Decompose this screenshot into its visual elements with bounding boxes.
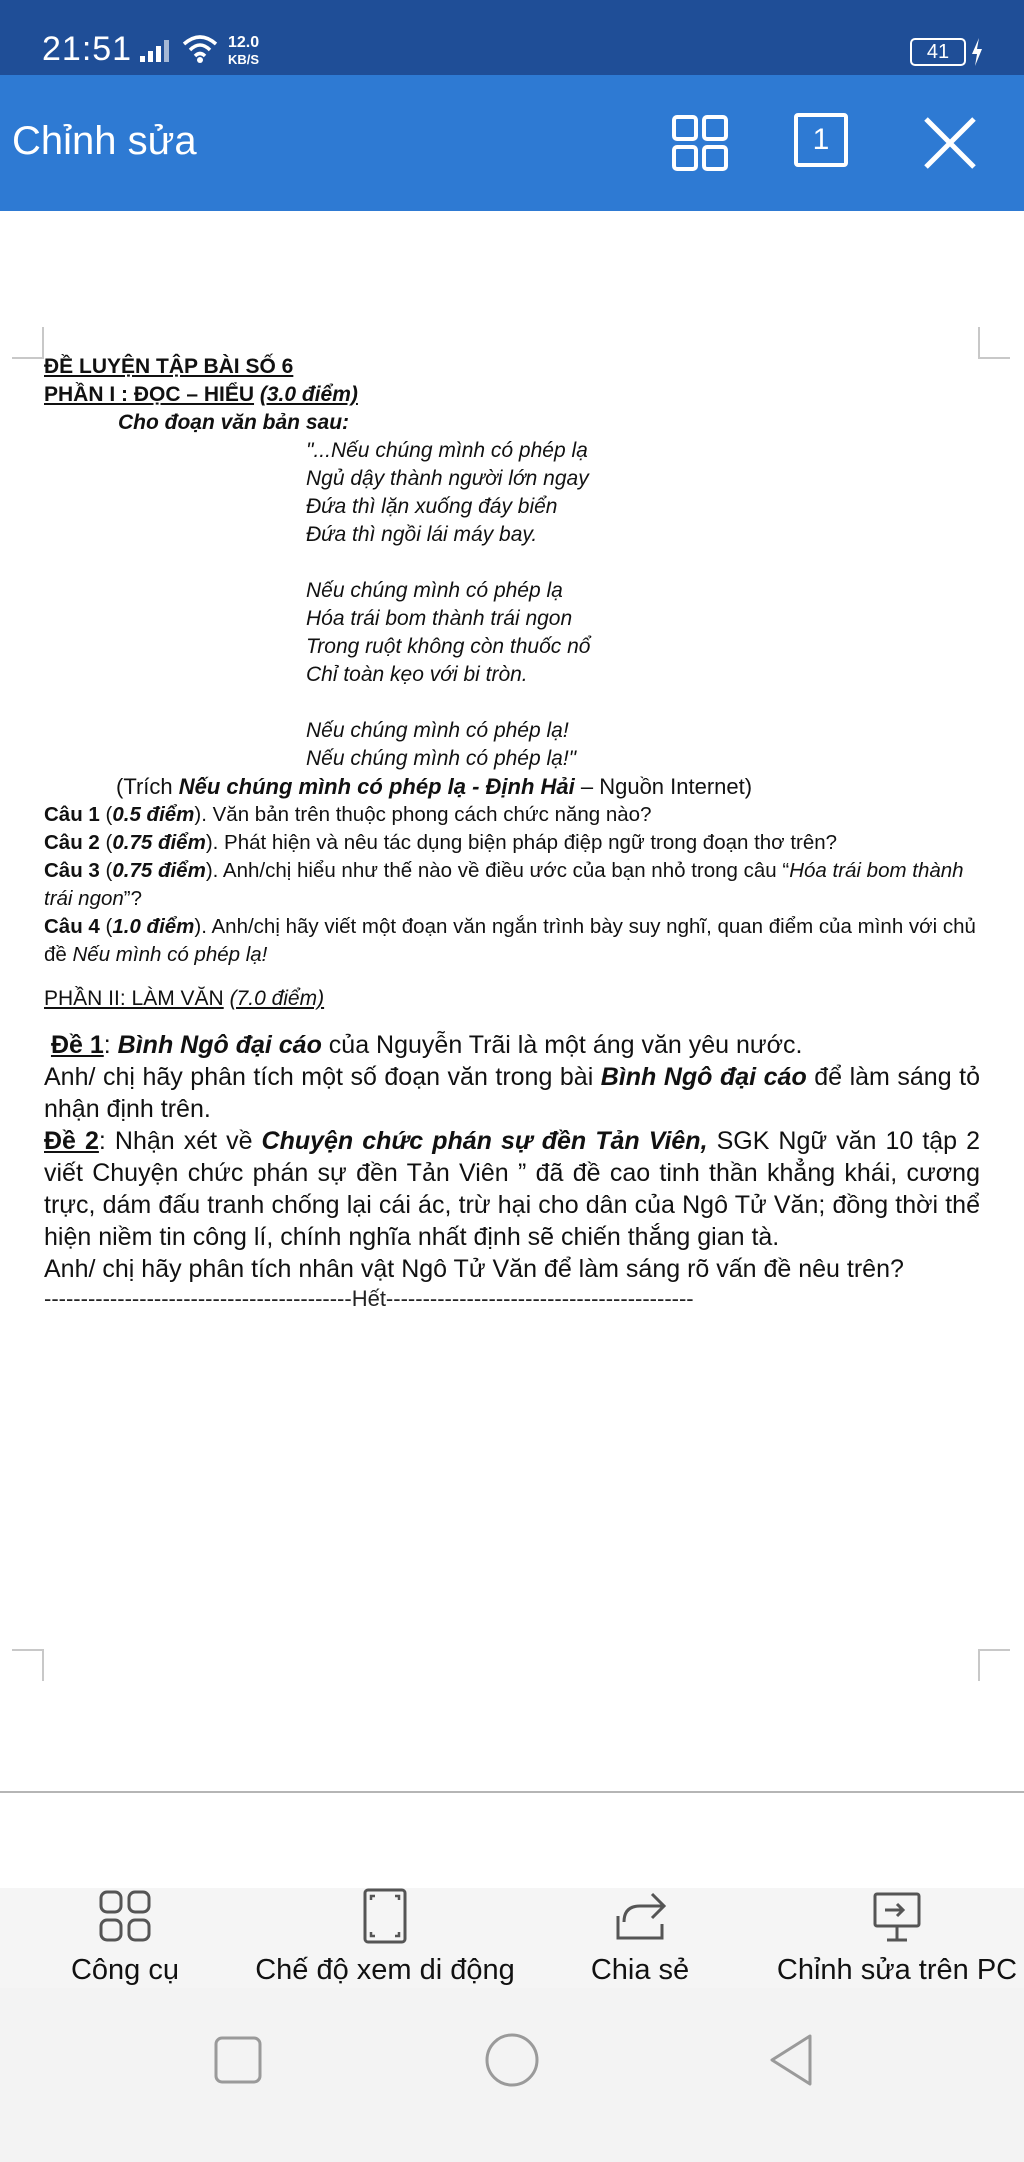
mobile-view-label: Chế độ xem di động — [255, 1954, 515, 1986]
crop-mark — [978, 327, 1010, 359]
topic-text: Anh/ chị hãy phân tích một số đoạn văn trong bài — [44, 1063, 601, 1091]
essay-topic-2 — [44, 1125, 980, 1285]
mobile-view-icon — [357, 1888, 413, 1944]
status-time: 21:51 — [42, 30, 133, 68]
poem-line: Nếu chúng mình có phép lạ — [306, 579, 563, 602]
poem-line: Chỉ toàn kẹo với bi tròn. — [306, 663, 528, 686]
topic-title: Bình Ngô đại cáo — [600, 1063, 807, 1091]
topic-label: Đề 1 — [50, 1031, 104, 1059]
poem-line — [306, 689, 980, 717]
recent-apps-icon[interactable] — [208, 2030, 268, 2090]
question-points: 0.5 điểm — [112, 803, 195, 826]
share-button[interactable] — [580, 1888, 700, 1988]
poem-source — [44, 773, 980, 801]
question-text: ). Anh/chị hãy viết một đoạn văn ngắn trình bày suy nghĩ, quan điểm của mình với chủ đề — [44, 915, 976, 966]
back-icon[interactable] — [762, 2030, 822, 2090]
topic-title: Chuyện chức phán sự đền Tản Viên, — [261, 1127, 708, 1155]
charging-icon — [970, 38, 984, 66]
topic-label: Đề 2 — [44, 1127, 99, 1155]
topic-title: Bình Ngô đại cáo — [117, 1031, 322, 1059]
page-count-button[interactable] — [794, 113, 848, 167]
speed-unit: KB/S — [228, 52, 260, 67]
wifi-icon — [180, 32, 220, 64]
network-speed — [228, 34, 259, 68]
share-label: Chia sẻ — [590, 1954, 690, 1986]
poem-line: "...Nếu chúng mình có phép lạ — [306, 439, 588, 462]
poem-line: Trong ruột không còn thuốc nổ — [306, 635, 591, 658]
poem-line: Đứa thì ngồi lái máy bay. — [306, 523, 538, 546]
speed-value: 12.0 — [228, 34, 260, 51]
signal-icon — [140, 38, 174, 62]
question-topic: Nếu mình có phép lạ! — [72, 943, 268, 966]
app-title: Chỉnh sửa — [12, 119, 197, 163]
question-3: Câu 3 (0.75 điểm). Anh/chị hiểu như thế nào về điều ước của bạn nhỏ trong câu “Hóa trái bom thành trái ngon”? — [44, 859, 964, 910]
divider — [0, 1791, 1024, 1793]
topic-text: Anh/ chị hãy phân tích nhân vật Ngô Tử Văn để làm sáng rõ vấn đề nêu trên? — [44, 1255, 904, 1283]
bottom-toolbar — [0, 1888, 1024, 1988]
poem-line: Nếu chúng mình có phép lạ!" — [306, 747, 577, 770]
share-icon — [612, 1888, 668, 1944]
source-prefix: (Trích — [116, 774, 179, 799]
part2-heading — [44, 985, 980, 1013]
question-points: 1.0 điểm — [112, 915, 195, 938]
page-number: 1 — [812, 123, 830, 156]
poem-line: Hóa trái bom thành trái ngon — [306, 607, 573, 630]
question-text: ). Văn bản trên thuộc phong cách chức năng nào? — [194, 803, 652, 826]
question-1: Câu 1 (0.5 điểm). Văn bản trên thuộc phong cách chức năng nào? — [44, 803, 652, 826]
poem — [44, 437, 980, 773]
part1-title: PHẦN I : ĐỌC – HIỂU — [44, 383, 255, 406]
crop-mark — [12, 1649, 44, 1681]
document-viewer[interactable] — [0, 211, 1024, 1791]
question-label: Câu 3 — [44, 859, 100, 882]
question-text: ). Phát hiện và nêu tác dụng biện pháp điệp ngữ trong đoạn thơ trên? — [205, 831, 838, 854]
home-icon[interactable] — [482, 2030, 542, 2090]
poem-line — [306, 549, 980, 577]
topic-text: của Nguyễn Trãi là một áng văn yêu nước. — [321, 1031, 803, 1059]
crop-mark — [978, 1649, 1010, 1681]
question-text: ). Anh/chị hiểu như thế nào về điều ước của bạn nhỏ trong câu “ — [205, 859, 790, 882]
question-label: Câu 1 — [44, 803, 100, 826]
question-end: ”? — [123, 887, 143, 910]
crop-mark — [12, 327, 44, 359]
edit-on-pc-label: Chỉnh sửa trên PC — [776, 1954, 1018, 1986]
topic-text: SGK Ngữ văn 10 tập 2 viết Chuyện chức phán sự đền Tản Viên ” đã đề cao tinh thần khẳng khái, cương trực, dám đấu tranh chống lại cái ác, trừ hại cho dân của Ngô Tử Văn; đồng thời thể hiện niềm tin công lí, chính nghĩa nhất định sẽ chiến thắng gian tà. — [44, 1127, 981, 1251]
mobile-view-button[interactable] — [250, 1888, 520, 1988]
battery-icon — [910, 38, 966, 66]
app-bar — [0, 75, 1024, 211]
navigation-bar — [0, 1988, 1024, 2162]
question-label: Câu 2 — [44, 831, 100, 854]
poem-line: Đứa thì lặn xuống đáy biển — [306, 495, 558, 518]
battery-level: 41 — [926, 41, 950, 63]
part2-points: (7.0 điểm) — [229, 987, 325, 1010]
source-suffix: – Nguồn Internet) — [574, 774, 753, 799]
question-4: Câu 4 (1.0 điểm). Anh/chị hãy viết một đoạn văn ngắn trình bày suy nghĩ, quan điểm của mình với chủ đề Nếu mình có phép lạ! — [44, 915, 976, 966]
poem-line: Nếu chúng mình có phép lạ! — [306, 719, 569, 742]
poem-intro: Cho đoạn văn bản sau: — [118, 411, 350, 434]
question-points: 0.75 điểm — [112, 859, 206, 882]
part1-heading — [44, 381, 980, 409]
tools-button[interactable] — [60, 1888, 190, 1988]
source-title: Nếu chúng mình có phép lạ - Định Hải — [178, 774, 575, 799]
end-marker: ------------------------------------------Hết------------------------------------------ — [44, 1286, 694, 1311]
part1-points: (3.0 điểm) — [259, 383, 358, 406]
question-label: Câu 4 — [44, 915, 100, 938]
grid-icon[interactable] — [670, 113, 730, 173]
document-page — [44, 353, 980, 1313]
tools-label: Công cụ — [70, 1954, 179, 1986]
status-bar — [0, 0, 1024, 75]
poem-line: Ngủ dậy thành người lớn ngay — [306, 467, 589, 490]
part2-title: PHẦN II: LÀM VĂN — [44, 987, 224, 1010]
question-quote: Hóa trái bom thành trái ngon — [44, 859, 964, 910]
essay-topic-1: Đề 1: Bình Ngô đại cáo của Nguyễn Trãi là một áng văn yêu nước. Anh/ chị hãy phân tích một số đoạn văn trong bài Bình Ngô đại cáo để làm sáng tỏ nhận định trên. — [44, 1031, 980, 1123]
pc-icon — [869, 1888, 925, 1944]
tools-icon — [97, 1888, 153, 1944]
topic-text: để làm sáng tỏ nhận định trên. — [44, 1063, 980, 1123]
question-points: 0.75 điểm — [112, 831, 206, 854]
close-icon[interactable] — [920, 113, 980, 173]
question-2: Câu 2 (0.75 điểm). Phát hiện và nêu tác dụng biện pháp điệp ngữ trong đoạn thơ trên? — [44, 831, 838, 854]
edit-on-pc-button[interactable] — [770, 1888, 1024, 1988]
doc-heading: ĐỀ LUYỆN TẬP BÀI SỐ 6 — [44, 355, 294, 378]
topic-text: : Nhận xét về — [98, 1127, 262, 1155]
